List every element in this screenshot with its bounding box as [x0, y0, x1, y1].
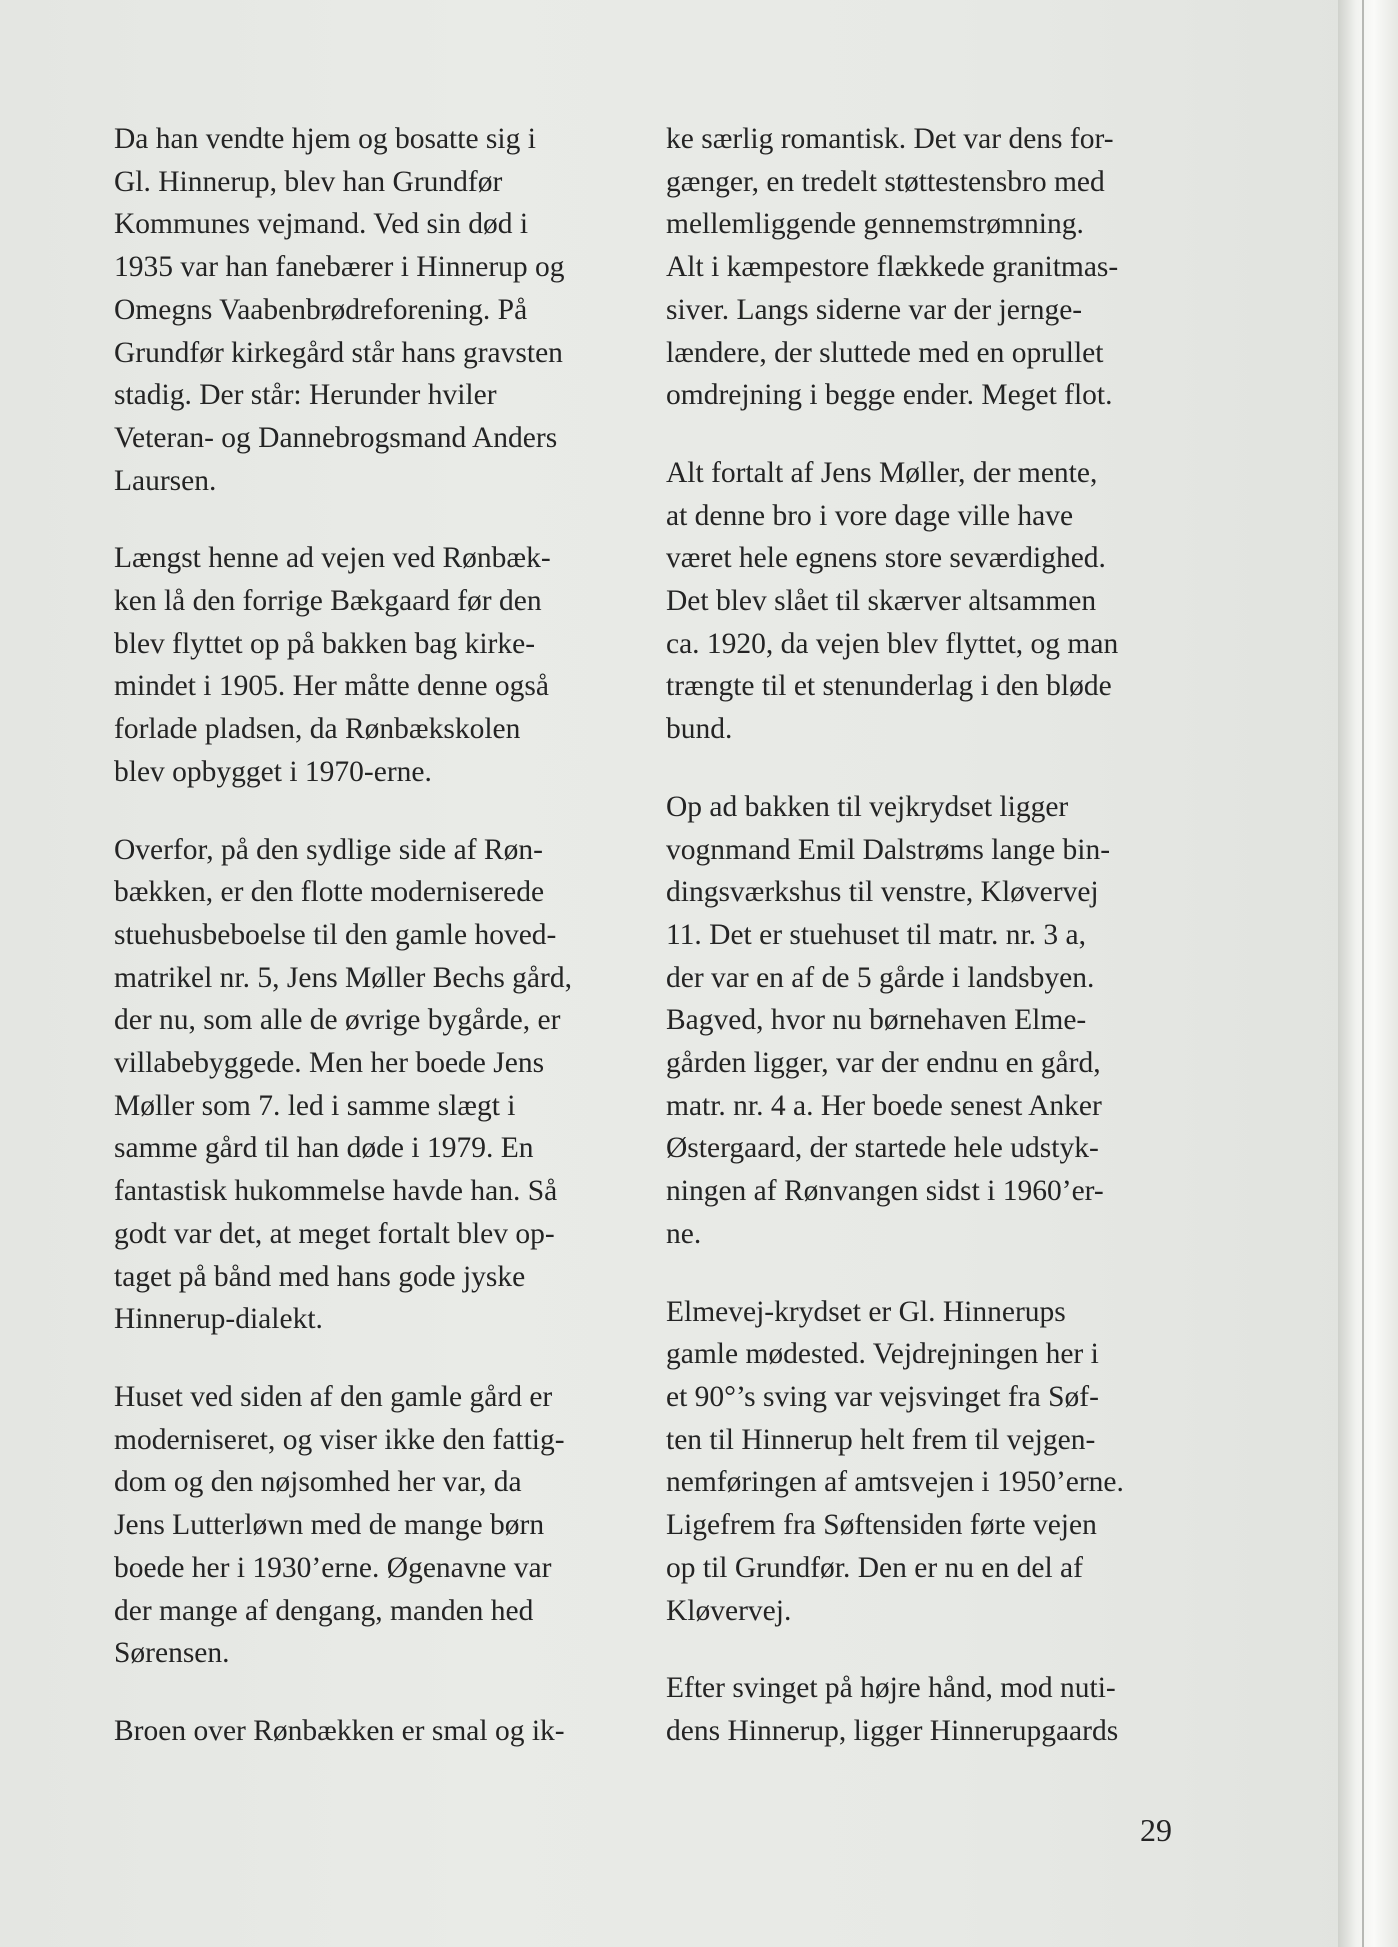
- text-line: Møller som 7. led i samme slægt i: [114, 1089, 516, 1122]
- text-line: Det blev slået til skærver altsammen: [666, 585, 1097, 618]
- text-line: ken lå den forrige Bækgaard før den: [114, 585, 542, 618]
- text-line: Overfor, på den sydlige side af Røn-: [114, 833, 543, 866]
- text-line: at denne bro i vore dage ville have: [666, 499, 1074, 532]
- text-line: Omegns Vaabenbrødreforening. På: [114, 293, 528, 326]
- text-line: gamle mødested. Vejdrejningen her i: [666, 1338, 1099, 1371]
- text-line: gården ligger, var der endnu en gård,: [666, 1047, 1101, 1080]
- text-line: bækken, er den flotte moderniserede: [114, 876, 545, 909]
- text-line: dingsværkshus til venstre, Kløvervej: [666, 876, 1099, 909]
- text-line: blev opbygget i 1970-erne.: [114, 755, 432, 788]
- text-line: taget på bånd med hans gode jyske: [114, 1260, 526, 1293]
- text-line: Veteran- og Dannebrogsmand Anders: [114, 421, 558, 454]
- text-line: Efter svinget på højre hånd, mod nuti-: [666, 1672, 1116, 1705]
- text-line: ten til Hinnerup helt frem til vejgen-: [666, 1423, 1096, 1456]
- text-line: samme gård til han døde i 1979. En: [114, 1132, 534, 1165]
- text-line: moderniseret, og viser ikke den fattig-: [114, 1423, 565, 1456]
- text-line: Længst henne ad vejen ved Rønbæk-: [114, 542, 551, 575]
- text-line: godt var det, at meget fortalt blev op-: [114, 1217, 555, 1250]
- next-page-edge: [1338, 0, 1398, 1947]
- text-line: Alt i kæmpestore flækkede granitmas-: [666, 251, 1119, 284]
- text-line: siver. Langs siderne var der jernge-: [666, 293, 1083, 326]
- left-column: [114, 118, 674, 1788]
- text-line: Huset ved siden af den gamle gård er: [114, 1380, 553, 1413]
- text-line: 11. Det er stuehuset til matr. nr. 3 a,: [666, 918, 1087, 951]
- text-line: Grundfør kirkegård står hans gravsten: [114, 336, 563, 369]
- paragraph: [666, 786, 1226, 1256]
- text-line: Jens Lutterløwn med de mange børn: [114, 1509, 545, 1542]
- text-line: været hele egnens store seværdighed.: [666, 542, 1106, 575]
- text-line: 1935 var han fanebærer i Hinnerup og: [114, 251, 565, 284]
- text-line: Broen over Rønbækken er smal og ik-: [114, 1714, 565, 1747]
- text-line: Østergaard, der startede hele udstyk-: [666, 1132, 1099, 1165]
- text-line: nemføringen af amtsvejen i 1950’erne.: [666, 1466, 1124, 1499]
- text-line: ningen af Rønvangen sidst i 1960’er-: [666, 1175, 1104, 1208]
- text-line: mellemliggende gennemstrømning.: [666, 208, 1084, 241]
- text-line: trængte til et stenunderlag i den bløde: [666, 670, 1112, 703]
- text-line: ca. 1920, da vejen blev flyttet, og man: [666, 627, 1119, 660]
- text-line: Alt fortalt af Jens Møller, der mente,: [666, 456, 1098, 489]
- paragraph: [666, 1667, 1226, 1752]
- text-line: op til Grundfør. Den er nu en del af: [666, 1551, 1083, 1584]
- text-line: der nu, som alle de øvrige bygårde, er: [114, 1004, 561, 1037]
- text-line: ke særlig romantisk. Det var dens for-: [666, 123, 1114, 155]
- text-line: mindet i 1905. Her måtte denne også: [114, 670, 550, 703]
- text-line: bund.: [666, 713, 733, 746]
- text-line: der var en af de 5 gårde i landsbyen.: [666, 961, 1095, 994]
- text-line: Hinnerup-dialekt.: [114, 1303, 323, 1336]
- text-line: Gl. Hinnerup, blev han Grundfør: [114, 165, 503, 198]
- text-line: Elmevej-krydset er Gl. Hinnerups: [666, 1295, 1066, 1328]
- text-line: Da han vendte hjem og bosatte sig i: [114, 123, 536, 155]
- page-number: 29: [1140, 1812, 1172, 1848]
- paragraph: [114, 537, 674, 793]
- text-line: blev flyttet op på bakken bag kirke-: [114, 627, 536, 660]
- text-line: dom og den nøjsomhed her var, da: [114, 1466, 522, 1499]
- text-line: Ligefrem fra Søftensiden førte vejen: [666, 1509, 1097, 1542]
- paragraph: [114, 829, 674, 1341]
- text-line: omdrejning i begge ender. Meget flot.: [666, 379, 1113, 412]
- paragraph: [114, 1376, 674, 1675]
- text-line: Kommunes vejmand. Ved sin død i: [114, 208, 529, 241]
- text-line: der mange af dengang, manden hed: [114, 1594, 534, 1627]
- text-line: gænger, en tredelt støttestensbro med: [666, 165, 1105, 198]
- text-line: villabebyggede. Men her boede Jens: [114, 1047, 545, 1080]
- book-gutter-line: [1362, 0, 1364, 1947]
- paragraph: [666, 1291, 1226, 1633]
- text-line: matr. nr. 4 a. Her boede senest Anker: [666, 1089, 1102, 1122]
- text-line: forlade pladsen, da Rønbækskolen: [114, 713, 521, 746]
- paragraph: [114, 118, 674, 502]
- text-line: dens Hinnerup, ligger Hinnerupgaards: [666, 1714, 1119, 1747]
- paragraph: [114, 1710, 674, 1753]
- right-column: [666, 118, 1226, 1788]
- text-line: Op ad bakken til vejkrydset ligger: [666, 790, 1069, 823]
- text-line: Kløvervej.: [666, 1594, 792, 1627]
- text-line: Laursen.: [114, 464, 217, 497]
- text-line: ne.: [666, 1217, 702, 1250]
- text-line: Sørensen.: [114, 1637, 230, 1670]
- paragraph: [666, 452, 1226, 751]
- text-line: Bagved, hvor nu børnehaven Elme-: [666, 1004, 1087, 1037]
- text-line: vognmand Emil Dalstrøms lange bin-: [666, 833, 1111, 866]
- text-line: fantastisk hukommelse havde han. Så: [114, 1175, 558, 1208]
- paragraph: [666, 118, 1226, 417]
- text-line: lændere, der sluttede med en oprullet: [666, 336, 1104, 369]
- text-line: stuehusbeboelse til den gamle hoved-: [114, 918, 557, 951]
- text-line: matrikel nr. 5, Jens Møller Bechs gård,: [114, 961, 572, 994]
- text-line: stadig. Der står: Herunder hviler: [114, 379, 497, 412]
- text-line: et 90°’s sving var vejsvinget fra Søf-: [666, 1380, 1099, 1413]
- text-line: boede her i 1930’erne. Øgenavne var: [114, 1551, 552, 1584]
